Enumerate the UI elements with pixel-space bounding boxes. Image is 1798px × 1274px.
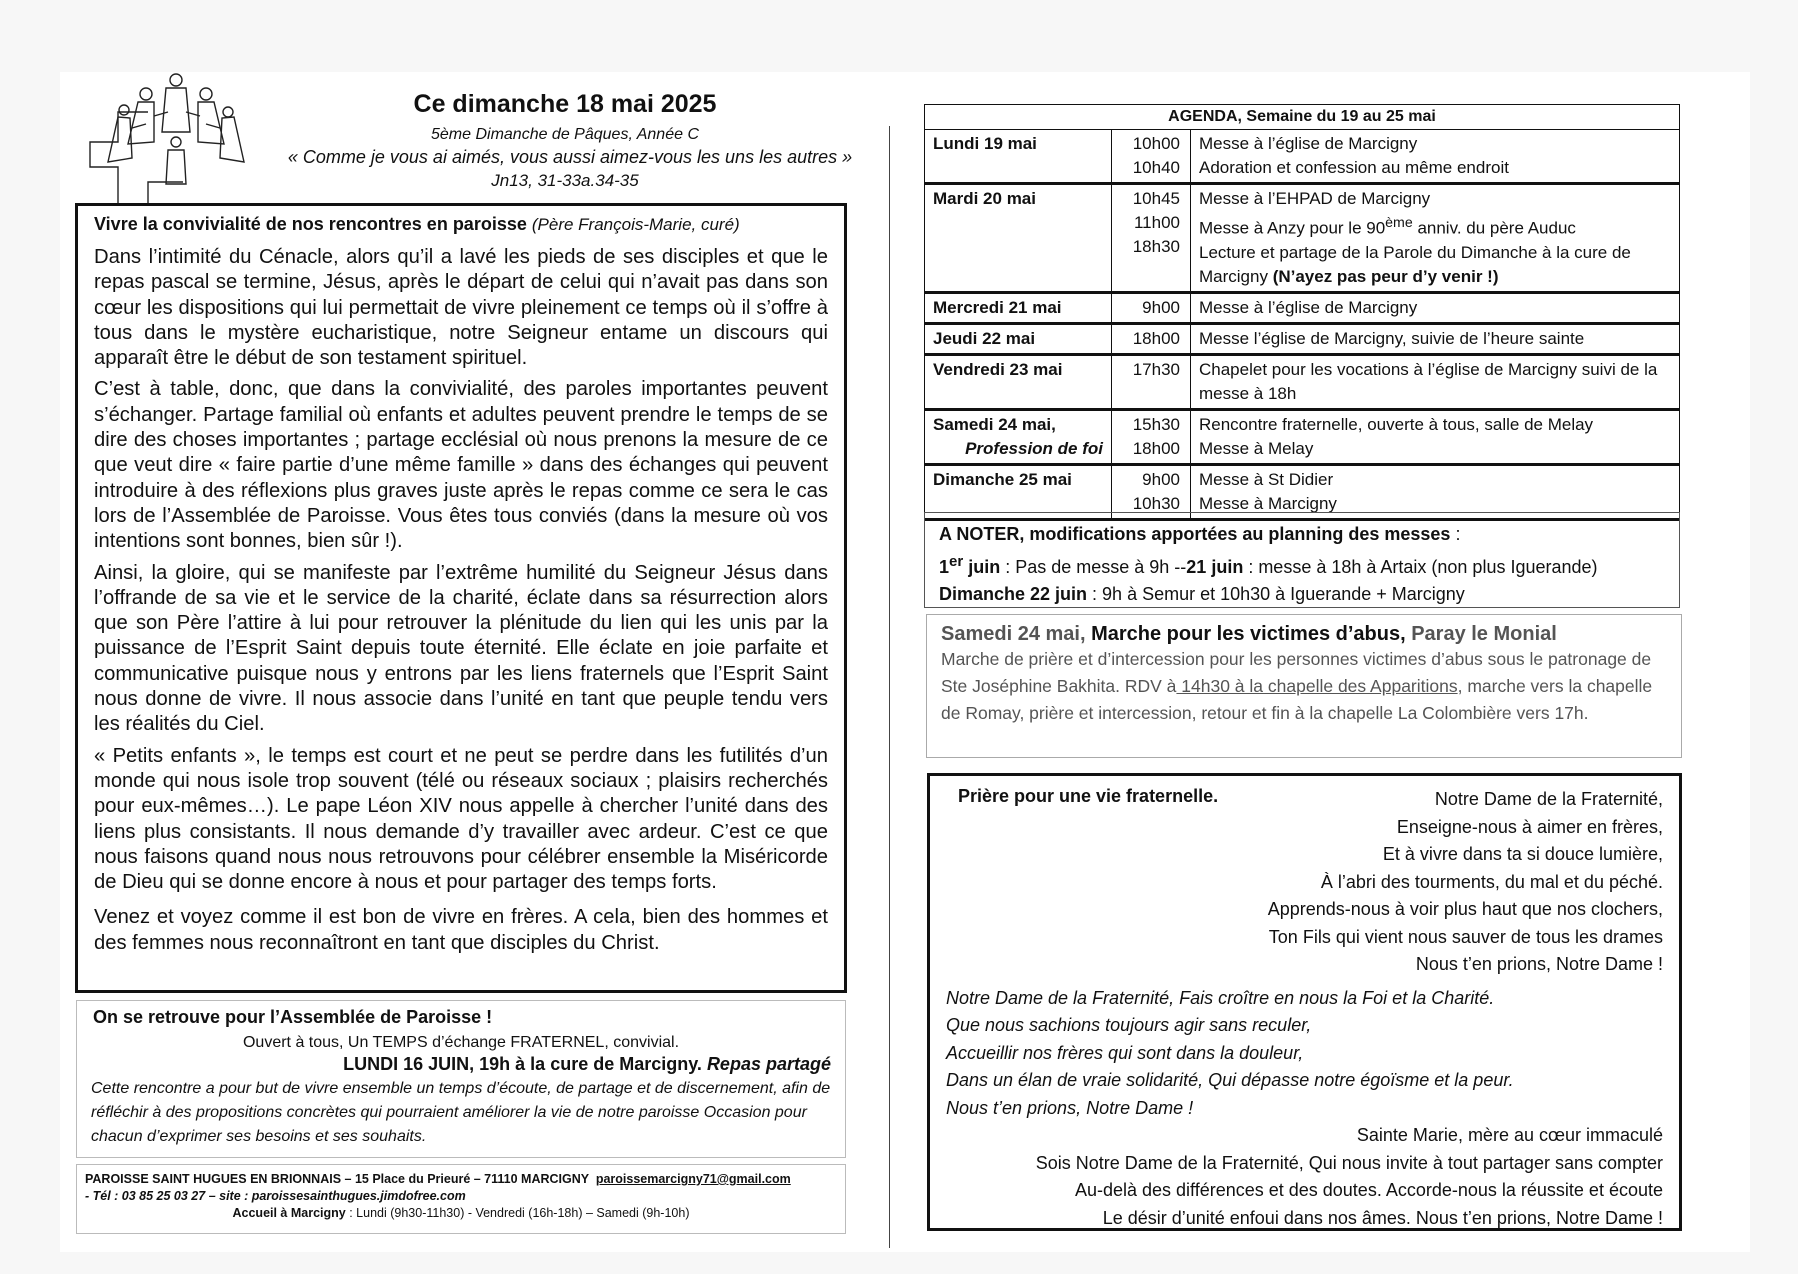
note-line-2: [939, 581, 1665, 608]
gospel-quote: « Comme je vous ai aimés, vous aussi aimez-vous les uns les autres »: [287, 147, 853, 167]
footer-hours: [85, 1205, 837, 1222]
prayer-stanza-1: [1268, 786, 1663, 979]
agenda-descriptions: [1191, 323, 1680, 354]
article-author: (Père François-Marie, curé): [531, 215, 740, 234]
prayer-line: Ton Fils qui vient nous sauver de tous les drames: [1268, 926, 1663, 947]
walk-desc-b: , marche vers la chapelle de Romay, prière et intercession, retour et fin à la chapelle La Colombière vers 17h.: [941, 676, 1653, 723]
agenda-event: Messe à l’église de Marcigny: [1199, 134, 1418, 153]
liturgical-subtitle: 5ème Dimanche de Pâques, Année C: [430, 126, 699, 143]
article-paragraph: C’est à table, donc, que dans la convivialité, des paroles importantes peuvent s’échanger. Partage familial où enfants et adultes peuvent prendre le temps de se dire des choses importantes ; partage ecclésial où nous prenons la mesure de ce que veut dire « faire partie d’une même famille » dans des échanges qui peuvent introduire à des réflexions plus graves juste après le repas comme ce sera le cas lors de l’Assemblée de Paroisse. Vous êtes tous conviés (dans la mesure où vos intentions sont bonnes, bien sûr !).: [94, 378, 828, 553]
walk-description: [941, 646, 1667, 727]
agenda-day-row: [925, 409, 1680, 464]
agenda-times: [1112, 354, 1191, 409]
prayer-line: À l’abri des tourments, du mal et du péché.: [1320, 871, 1663, 892]
agenda-event: Lecture et partage de la Parole du Dimanche à la cure de Marcigny (N’ayez pas peur d’y venir !): [1199, 242, 1631, 286]
prayer-line: Nous t’en prions, Notre Dame !: [1415, 954, 1663, 974]
prayer-line: Sois Notre Dame de la Fraternité, Qui nous invite à tout partager sans compter: [1035, 1152, 1663, 1173]
agenda-times: [1112, 184, 1191, 293]
bulletin-title: Ce dimanche 18 mai 2025: [413, 90, 717, 118]
article-heading: [94, 214, 828, 235]
agenda-event: Rencontre fraternelle, ouverte à tous, salle de Melay: [1199, 414, 1594, 434]
prayer-line: Et à vivre dans ta si douce lumière,: [1382, 844, 1663, 864]
agenda-day: Jeudi 22 mai: [925, 323, 1112, 354]
agenda-time: 10h30: [1132, 493, 1180, 513]
agenda-descriptions: [1191, 409, 1680, 464]
fraternal-prayer: [927, 773, 1682, 1231]
article-paragraph: Dans l’intimité du Cénacle, alors qu’il a lavé les pieds de ses disciples et que le repas pascal se termine, Jésus, après le départ de celui qui n’avait pas dans son cœur les dispositions qui lui permettait de vivre pleinement ce temps où il s’offre à tous dans le mystère eucharistique, notre Seigneur entame un discours qui apparaît être le début de son testament spirituel.: [94, 246, 828, 370]
agenda-time: 17h30: [1132, 359, 1180, 379]
agenda-day: Mercredi 21 mai: [925, 292, 1112, 323]
assembly-date-text: LUNDI 16 JUIN, 19h à la cure de Marcigny.: [343, 1054, 702, 1074]
agenda-descriptions: [1191, 184, 1680, 293]
prayer-stanza-2: [946, 985, 1663, 1123]
ordinal-suffix: er: [949, 553, 964, 570]
agenda-descriptions: [1191, 464, 1680, 519]
note-line-1: [939, 548, 1665, 581]
agenda-day: Samedi 24 mai, Profession de foi: [925, 409, 1112, 464]
parish-logo-icon: [88, 72, 253, 204]
assembly-title: On se retrouve pour l’Assemblée de Paroisse !: [93, 1007, 493, 1027]
agenda-day: Mardi 20 mai: [925, 184, 1112, 293]
agenda-event: Chapelet pour les vocations à l’église de Marcigny suivi de la messe à 18h: [1199, 359, 1658, 403]
note-date-1-text: 1er juin: [939, 553, 1001, 577]
accueil-hours: : Lundi (9h30-11h30) - Vendredi (16h-18h) – Samedi (9h-10h): [345, 1206, 690, 1220]
agenda-times: [1112, 292, 1191, 323]
note-date-1: [939, 553, 1001, 577]
note-text-3: : 9h à Semur et 10h30 à Iguerande + Marcigny: [1087, 584, 1465, 604]
note-text-2: : messe à 18h à Artaix (non plus Iguerande): [1243, 557, 1598, 577]
agenda-times: [1112, 409, 1191, 464]
note-heading: [939, 521, 1665, 548]
agenda-descriptions: [1191, 130, 1680, 184]
prayer-title-text: Prière pour une vie fraternelle: [958, 786, 1214, 806]
prayer-title-period: .: [1213, 786, 1219, 806]
agenda-time: 18h00: [1132, 328, 1180, 348]
agenda-times: [1112, 323, 1191, 354]
agenda-descriptions: [1191, 354, 1680, 409]
agenda-event: Adoration et confession au même endroit: [1199, 158, 1509, 177]
parish-contact-footer: [76, 1164, 846, 1234]
agenda-day-row: [925, 292, 1680, 323]
agenda-day-row: [925, 354, 1680, 409]
prayer-title: [958, 786, 1218, 979]
agenda-day-subtitle: Profession de foi: [965, 438, 1103, 458]
abuse-victims-walk: [926, 614, 1682, 758]
assembly-date: [91, 1054, 831, 1075]
agenda-time: 18h00: [1132, 438, 1180, 458]
gospel-reference: Jn13, 31-33a.34-35: [491, 171, 639, 190]
agenda-day: Lundi 19 mai: [925, 130, 1112, 184]
agenda-descriptions: [1191, 292, 1680, 323]
prayer-line: Nous t’en prions, Notre Dame !: [946, 1097, 1194, 1118]
note-title-colon: :: [1450, 524, 1461, 544]
agenda-event: Messe à Anzy pour le 90ème anniv. du père Auduc: [1199, 215, 1576, 238]
prayer-line: Notre Dame de la Fraternité,: [1434, 789, 1663, 809]
agenda-table: [924, 104, 1680, 521]
article-paragraph: Venez et voyez comme il est bon de vivre en frères. A cela, bien des hommes et des femmes nous reconnaîtront en tant que disciples du Christ.: [94, 906, 828, 954]
note-date-2: 21 juin: [1186, 557, 1244, 577]
agenda-times: [1112, 130, 1191, 184]
parish-address: PAROISSE SAINT HUGUES EN BRIONNAIS – 15 Place du Prieuré – 71110 MARCIGNY: [85, 1172, 589, 1186]
walk-heading: [941, 623, 1667, 646]
agenda-time: 9h00: [1142, 297, 1180, 317]
agenda-day-row: [925, 464, 1680, 519]
ordinal-suffix: ème: [1385, 215, 1413, 231]
agenda-day: Vendredi 23 mai: [925, 354, 1112, 409]
note-text-1: : Pas de messe à 9h --: [1000, 557, 1187, 577]
agenda-event: Messe l’église de Marcigny, suivie de l’heure sainte: [1199, 328, 1585, 348]
accueil-label: Accueil à Marcigny: [232, 1206, 346, 1220]
column-divider: [889, 126, 890, 1248]
schedule-changes-note: [924, 512, 1680, 608]
walk-meeting-point: 14h30 à la chapelle des Apparitions: [1176, 676, 1458, 696]
agenda-day: Dimanche 25 mai: [925, 464, 1112, 519]
editorial-article: [75, 203, 847, 993]
parish-email-link[interactable]: paroissemarcigny71@gmail.com: [595, 1172, 791, 1186]
footer-line-1: [85, 1171, 837, 1188]
agenda-title: AGENDA, Semaine du 19 au 25 mai: [925, 105, 1680, 130]
assembly-announcement: [76, 1000, 846, 1158]
assembly-meal: Repas partagé: [706, 1054, 831, 1074]
article-paragraph: « Petits enfants », le temps est court et ne peut se perdre dans les futilités d’un monde qui nous isole trop souvent (télé ou réseaux sociaux ; plaisirs recherchés pour eux-mêmes…). Le pape Léon XIV nous appelle à chercher l’unité dans des liens plus consistants. Il nous demande d’y travailler avec ardeur. C’est ce que nous faisons quand nous nous retrouvons pour célébrer ensemble la Miséricorde de Dieu qui se donne encore à nous et pour partager des temps forts.: [94, 744, 828, 894]
prayer-stanza-3: [946, 1122, 1663, 1231]
prayer-line: Que nous sachions toujours agir sans reculer,: [946, 1015, 1312, 1035]
prayer-line: Enseigne-nous à aimer en frères,: [1396, 816, 1663, 837]
agenda-event: Messe à Marcigny: [1199, 493, 1337, 513]
walk-date: Samedi 24 mai,: [941, 623, 1086, 645]
prayer-top: [946, 786, 1663, 979]
agenda-time: 10h45: [1132, 189, 1180, 208]
walk-title: Marche pour les victimes d’abus,: [1085, 623, 1406, 645]
agenda-emphasis: (N’ayez pas peur d’y venir !): [1272, 266, 1499, 286]
agenda-day-row: [925, 130, 1680, 184]
agenda-time: 18h30: [1132, 237, 1180, 256]
agenda-day-row: [925, 323, 1680, 354]
agenda-time: 9h00: [1142, 469, 1180, 489]
walk-place: Paray le Monial: [1405, 623, 1557, 645]
article-title: Vivre la convivialité de nos rencontres en paroisse: [94, 214, 527, 234]
agenda-time: 10h40: [1132, 158, 1180, 177]
agenda-time: 15h30: [1132, 414, 1180, 434]
prayer-line: Le désir d’unité enfoui dans nos âmes. Nous t’en prions, Notre Dame !: [1102, 1207, 1663, 1228]
note-title: A NOTER, modifications apportées au planning des messes: [939, 524, 1451, 544]
walk-desc-a: Marche de prière et d’intercession pour les personnes victimes d’abus sous le patronage de Ste Joséphine Bakhita. RDV à: [941, 649, 1652, 696]
article-paragraph: Ainsi, la gloire, qui se manifeste par l’extrême humilité du Seigneur Jésus dans l’offrande de sa vie et le service de la charité, éclate dans sa résurrection alors que son Père l’attire à lui pour retrouver la plénitude du lien qui les unis par la puissance de l’Esprit Saint depuis toute éternité. Elle éclate en joie parfaite et communicative puisque nous y entrons par les liens fraternels que l’Esprit Saint nous donne de vivre. Il nous associe dans l’unité en tant que peuple tendu vers les réalités du Ciel.: [94, 561, 828, 736]
prayer-line: Dans un élan de vraie solidarité, Qui dépasse notre égoïsme et la peur.: [946, 1070, 1514, 1090]
assembly-description: Cette rencontre a pour but de vivre ensemble un temps d’écoute, de partage et de discernement, afin de réfléchir à des propositions concrètes qui pourraient améliorer la vie de notre paroisse Occasion pour chacun d’exprimer ses besoins et ses souhaits.: [91, 1080, 831, 1145]
prayer-line: Au-delà des différences et des doutes. Accorde-nous la réussite et écoute: [1074, 1180, 1663, 1200]
agenda-event: Messe à l’EHPAD de Marcigny: [1199, 189, 1431, 208]
assembly-intro: Ouvert à tous, Un TEMPS d’échange FRATERNEL, convivial.: [242, 1034, 680, 1051]
agenda-times: [1112, 464, 1191, 519]
parish-phone-site: - Tél : 03 85 25 03 27 – site : paroissesainthugues.jimdofree.com: [85, 1189, 466, 1203]
agenda-event: Messe à St Didier: [1199, 469, 1334, 489]
agenda-time: 11h00: [1133, 213, 1180, 232]
agenda-event: Messe à Melay: [1199, 438, 1314, 458]
prayer-line: Sainte Marie, mère au cœur immaculé: [1356, 1125, 1663, 1145]
agenda-day-row: [925, 184, 1680, 293]
prayer-line: Apprends-nous à voir plus haut que nos clochers,: [1267, 899, 1663, 919]
agenda-body: [925, 130, 1680, 520]
agenda-time: 10h00: [1132, 134, 1180, 153]
prayer-line: Accueillir nos frères qui sont dans la douleur,: [946, 1042, 1304, 1063]
agenda-event: Messe à l’église de Marcigny: [1199, 297, 1418, 317]
prayer-line: Notre Dame de la Fraternité, Fais croître en nous la Foi et la Charité.: [946, 987, 1495, 1008]
note-date-3: Dimanche 22 juin: [939, 584, 1088, 604]
